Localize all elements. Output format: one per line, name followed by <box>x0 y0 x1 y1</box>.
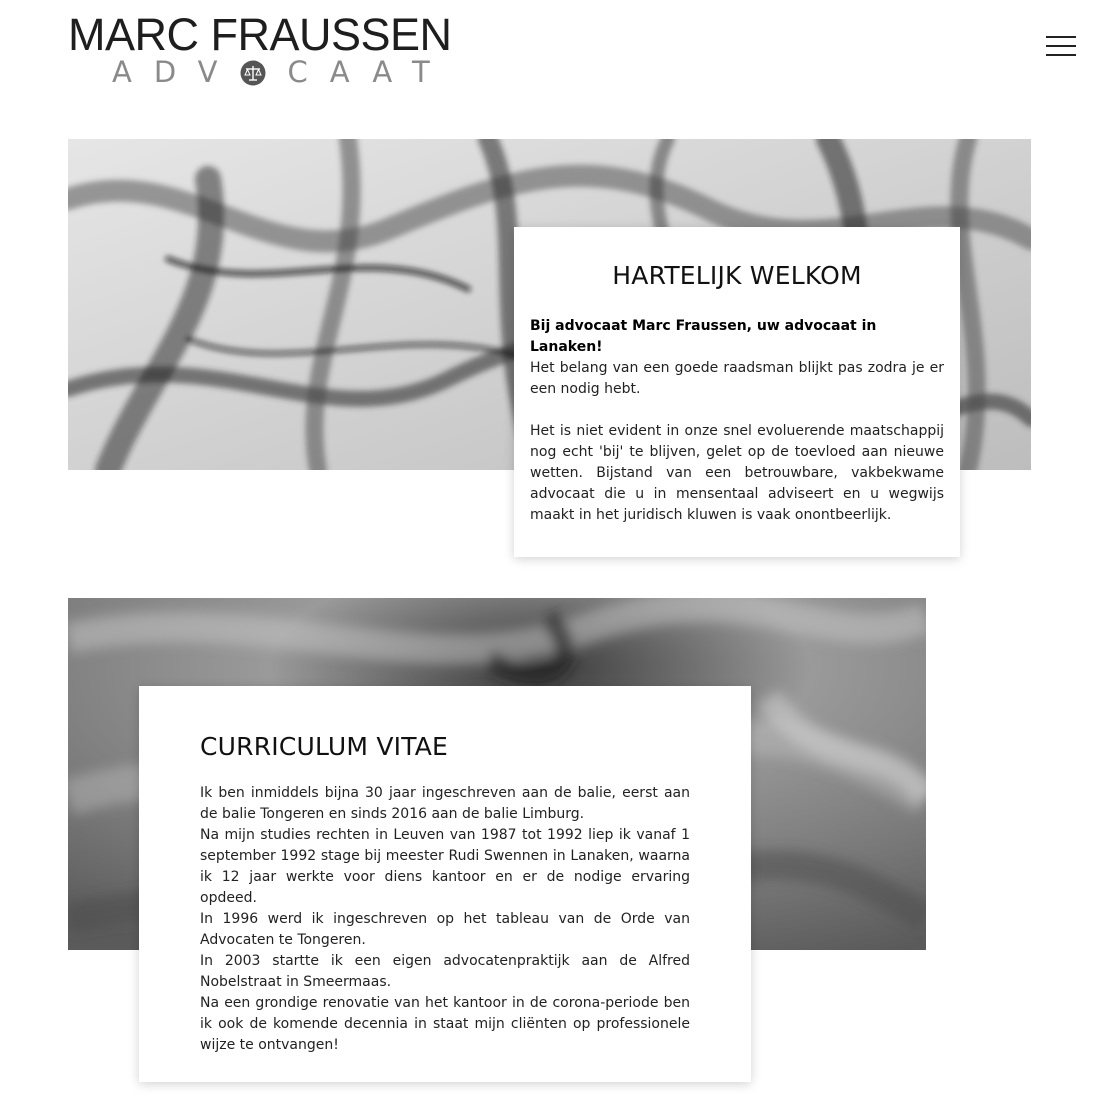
cv-paragraph: Na mijn studies rechten in Leuven van 1987 tot 1992 liep ik vanaf 1 september 1992 stage bij meester Rudi Swennen in Lanaken, waarna ik 12 jaar werkte voor diens kantoor en er de nodige ervaring opdeed. <box>200 827 690 906</box>
logo-name: MARC FRAUSSEN <box>68 9 452 60</box>
cv-card <box>139 686 751 1082</box>
welcome-card <box>514 227 960 557</box>
site-logo[interactable] <box>68 9 458 92</box>
cv-paragraph: In 2003 startte ik een eigen advocatenpraktijk aan de Alfred Nobelstraat in Smeermaas. <box>200 953 690 990</box>
cv-paragraph: Ik ben inmiddels bijna 30 jaar ingeschreven aan de balie, eerst aan de balie Tongeren en sinds 2016 aan de balie Limburg. <box>200 785 690 822</box>
logo-sub-right: CAAT <box>287 55 452 89</box>
cv-paragraph: In 1996 werd ik ingeschreven op het tableau van de Orde van Advocaten te Tongeren. <box>200 911 690 948</box>
welcome-title: HARTELIJK WELKOM <box>612 261 862 290</box>
welcome-lead: Bij advocaat Marc Fraussen, uw advocaat in Lanaken! <box>530 318 877 355</box>
logo-subtitle <box>112 55 452 89</box>
welcome-paragraph-2: Het is niet evident in onze snel evoluerende maatschappij nog echt 'bij' te blijven, gelet op de toevloed aan nieuwe wetten. Bijstand van een betrouwbare, vakbekwame advocaat die u in mensentaal adviseert en u wegwijs maakt in het juridisch kluwen is vaak onontbeerlijk. <box>530 423 944 523</box>
scales-of-justice-icon <box>240 60 266 86</box>
welcome-paragraph-1: Het belang van een goede raadsman blijkt pas zodra je er een nodig hebt. <box>530 360 944 397</box>
cv-title: CURRICULUM VITAE <box>200 732 449 761</box>
cv-paragraph: Na een grondige renovatie van het kantoor in de corona-periode ben ik ook de komende decennia in staat mijn cliënten op professionele wijze te ontvangen! <box>200 995 690 1053</box>
hamburger-menu-icon[interactable] <box>1046 36 1076 56</box>
logo-sub-left: ADV <box>112 55 240 89</box>
